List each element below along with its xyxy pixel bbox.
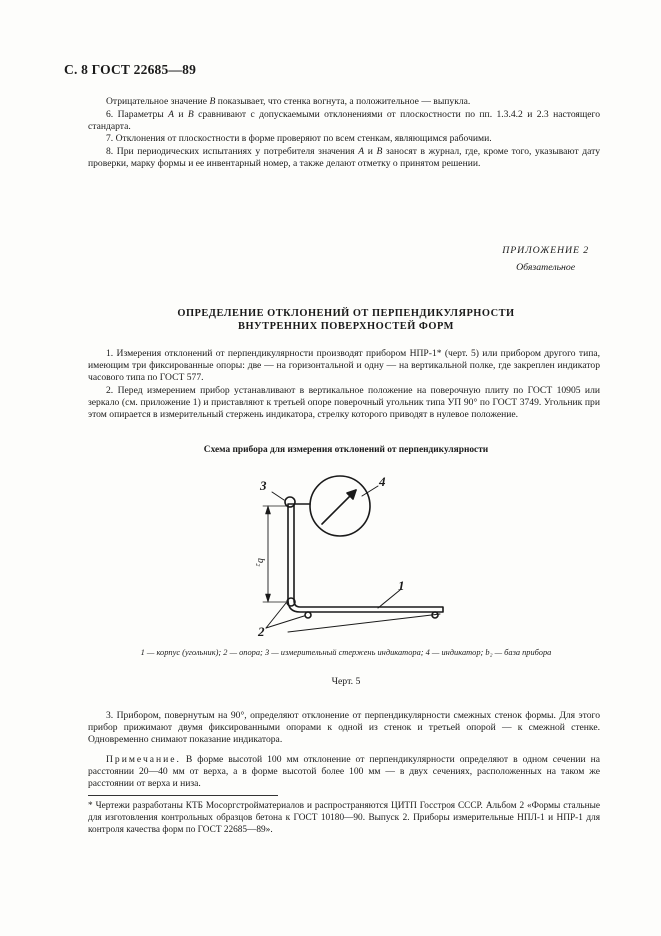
text: сравнивают с допускаемыми отклонениями от плоскостности по пп. 1.3.4.2 и 2.3 настоящего стандарта. [88, 108, 600, 132]
symbol-b: B [187, 108, 194, 120]
title-line: ВНУТРЕННИХ ПОВЕРХНОСТЕЙ ФОРМ [238, 320, 454, 332]
paragraph-6 [88, 109, 600, 133]
label-3: 3 [260, 478, 267, 493]
symbol-a: A [358, 145, 365, 157]
symbol-b: B [209, 96, 216, 107]
text: и [364, 145, 377, 157]
text: заносят в журнал, где, кроме того, указывают дату проверки, марку формы и ее инвентарный номер, а также делают отметку о принятом решении. [88, 145, 600, 169]
text: 6. Параметры [106, 108, 169, 120]
symbol-b: B [376, 145, 383, 157]
text: и [173, 108, 188, 120]
figure-number: Черт. 5 [331, 676, 361, 687]
page-header: С. 8 ГОСТ 22685—89 [64, 62, 197, 77]
note-label: Примечание. [106, 754, 181, 765]
body-outline [288, 504, 443, 612]
label-1: 1 [398, 578, 405, 593]
paragraph-3: 3. Прибором, повернутым на 90°, определяют отклонение от перпендикулярности смежных стенок формы. Для этого прибор прижимают двумя фиксированными опорами к одной из стенок и третьей опорой — к смежной стенке. Одновременно снимают показание индикатора. [88, 710, 600, 746]
label-4: 4 [379, 474, 386, 489]
text: 7. Отклонения от плоскостности в форме проверяют по всем стенкам, являющимся рабочими. [106, 133, 492, 144]
section-title [88, 308, 604, 333]
label-b2: b₂ [255, 558, 266, 567]
appendix-status: Обязательное [516, 262, 576, 273]
label-2: 2 [258, 624, 265, 639]
paragraph-2: 2. Перед измерением прибор устанавливают в вертикальное положение на поверочную плиту по ГОСТ 10905 или зеркало (см. приложение 1) и приставляют к третьей опоре поверочный угольник типа УП 90° по ГОСТ 3749. Угольник при этом опирается в измерительный стержень индикатора, стрелку которого приводят в нулевое положение. [88, 384, 600, 420]
symbol-a: A [168, 108, 174, 120]
paragraph-7 [88, 133, 600, 145]
note-paragraph [88, 754, 600, 791]
footnote-divider [88, 795, 278, 796]
title-line: ОПРЕДЕЛЕНИЕ ОТКЛОНЕНИЙ ОТ ПЕРПЕНДИКУЛЯРНОСТИ [177, 308, 515, 319]
paragraph-1: 1. Измерения отклонений от перпендикулярности производят прибором НПР-1* (черт. 5) или прибором другого типа, имеющим три фиксированные опоры: две — на горизонтальной и одну — на вертикальной полке, где закреплен индикатор часового типа по ГОСТ 577. [88, 348, 600, 384]
figure-title: Схема прибора для измерения отклонений от перпендикулярности [203, 445, 489, 455]
text: Отрицательное значение [106, 96, 210, 107]
appendix-block [502, 242, 589, 276]
paragraph-8 [88, 146, 600, 170]
paragraph-b-sign [88, 96, 600, 108]
note-text: В форме высотой 100 мм отклонение от перпендикулярности определяют в одном сечении на расстоянии 20—40 мм от верха, а в форме высотой более 100 мм — в двух сечениях, расположенных на таком же расстоянии от верха и низа. [88, 754, 600, 790]
appendix-label: ПРИЛОЖЕНИЕ 2 [502, 245, 589, 256]
footnote: * Чертежи разработаны КТБ Мосоргстройматериалов и распространяются ЦИТП Госстроя СССР. Альбом 2 «Формы стальные для изготовления контрольных образцов бетона к ГОСТ 10180—90. Выпуск 2. Приборы измерительные НПЛ-1 и НПР-1 для контроля качества форм по ГОСТ 22685—89». [88, 801, 600, 836]
figure-caption: 1 — корпус (угольник); 2 — опора; 3 — измерительный стержень индикатора; 4 — индикатор; b₂ — база прибора [140, 648, 552, 657]
device-schematic [250, 462, 460, 642]
text: показывает, что стенка вогнута, а положительное — выпукла. [215, 96, 471, 107]
text: 8. При периодических испытаниях у потребителя значения [106, 145, 359, 157]
